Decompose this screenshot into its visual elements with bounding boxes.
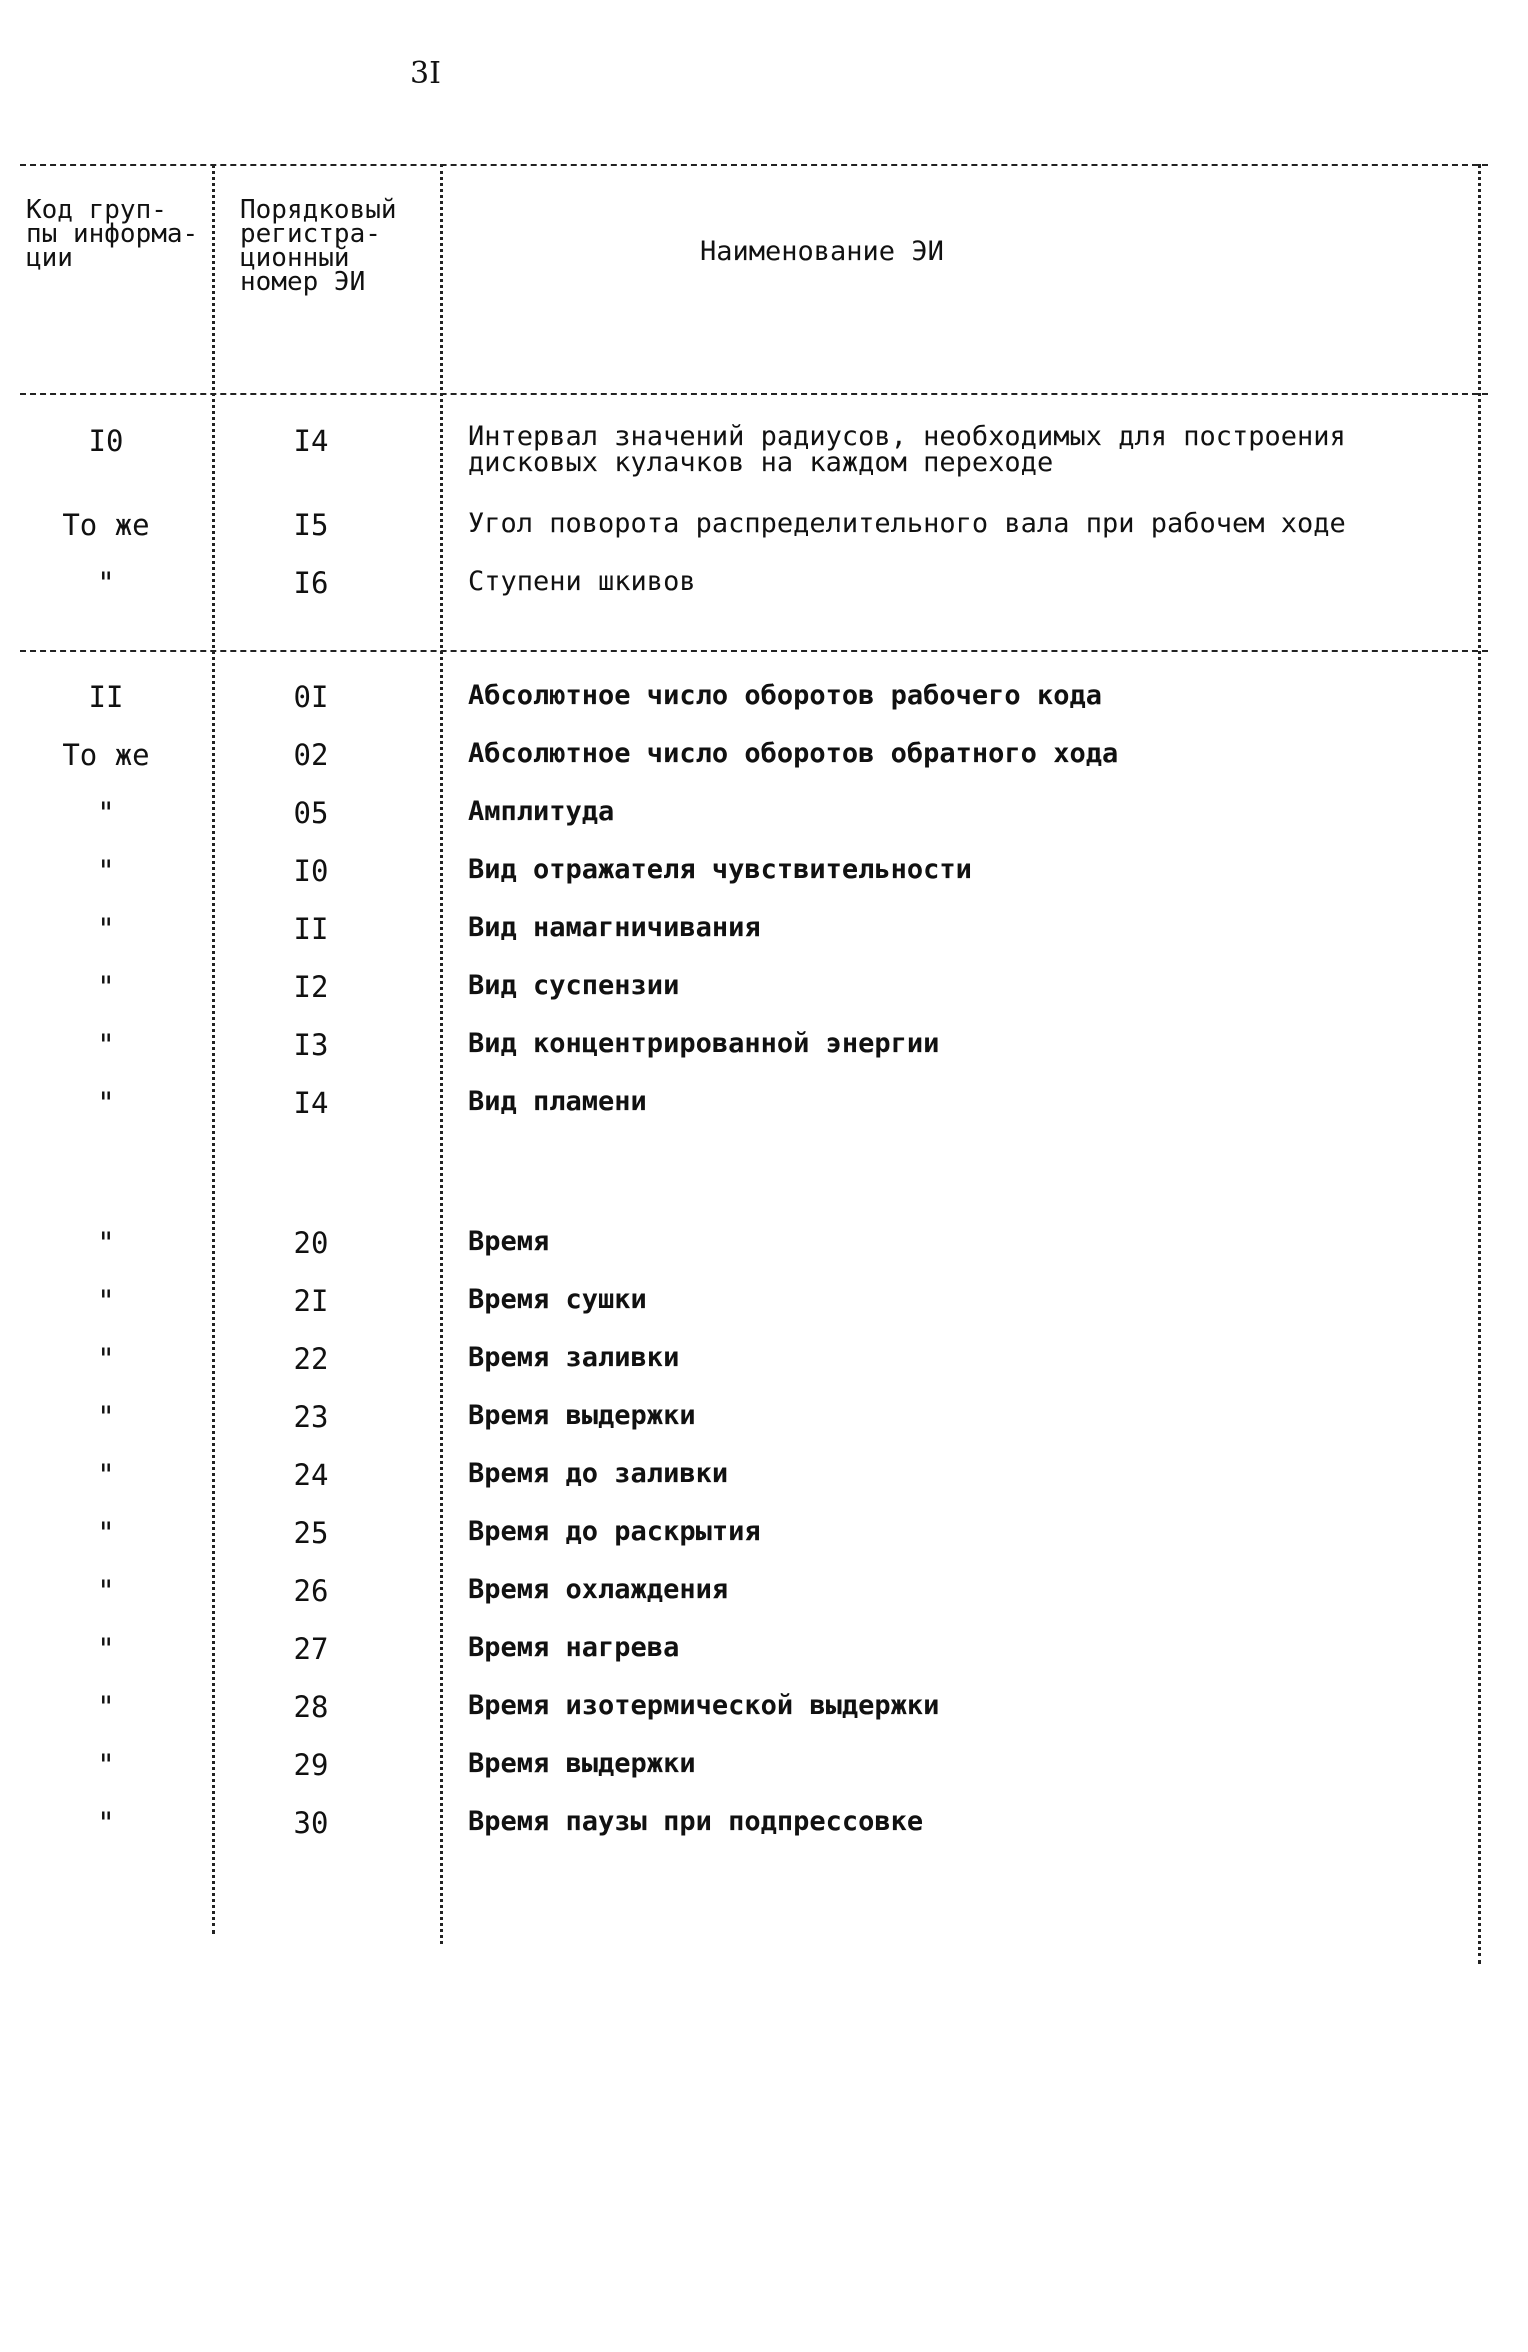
reg-number-cell: 26 [293, 1574, 329, 1608]
table-row [0, 970, 1528, 1018]
name-cell: Время до заливки [468, 1458, 729, 1489]
reg-number-cell: 28 [293, 1690, 329, 1724]
table-row [0, 680, 1528, 728]
group-code-cell: " [97, 1284, 115, 1318]
group-code-cell: То же [62, 508, 150, 542]
block1-bottom-rule [20, 650, 1488, 652]
name-cell: Время паузы при подпрессовке [468, 1806, 924, 1837]
reg-number-cell: 24 [293, 1458, 329, 1492]
header-group-code [26, 195, 206, 273]
reg-number-cell: 02 [293, 738, 329, 772]
group-code-cell: " [97, 854, 115, 888]
group-code-cell: " [97, 1574, 115, 1608]
header-reg-number-line: номер ЭИ [240, 267, 366, 297]
group-code-cell: " [97, 1226, 115, 1260]
reg-number-cell: 29 [293, 1748, 329, 1782]
table-row [0, 508, 1528, 556]
table-row [0, 912, 1528, 960]
group-code-cell: То же [62, 738, 150, 772]
group-code-cell: " [97, 970, 115, 1004]
header-group-code-line: ции [26, 243, 73, 273]
reg-number-cell: I3 [293, 1028, 329, 1062]
table-row [0, 1284, 1528, 1332]
page-number: 3I [410, 56, 441, 91]
reg-number-cell: 2I [293, 1284, 329, 1318]
table-row [0, 1574, 1528, 1622]
group-code-cell: II [88, 680, 124, 714]
group-code-cell: " [97, 1342, 115, 1376]
reg-number-cell: I5 [293, 508, 329, 542]
header-bottom-rule [20, 393, 1488, 395]
name-cell: Время выдержки [468, 1748, 696, 1779]
reg-number-cell: 0I [293, 680, 329, 714]
group-code-cell: " [97, 1028, 115, 1062]
name-cell: Ступени шкивов [468, 566, 696, 597]
header-reg-number-line: регистра- [240, 219, 381, 249]
table-row [0, 1806, 1528, 1854]
name-cell: Время изотермической выдержки [468, 1690, 940, 1721]
name-cell: Время до раскрытия [468, 1516, 761, 1547]
name-cell: Время нагрева [468, 1632, 680, 1663]
name-cell: Время [468, 1226, 550, 1257]
group-code-cell: I0 [88, 424, 124, 458]
table-row [0, 1086, 1528, 1134]
name-cell: Время охлаждения [468, 1574, 729, 1605]
name-cell: Интервал значений радиусов, необходимых для построения дисковых кулачков на каждом переходе [468, 421, 1346, 478]
table-row [0, 854, 1528, 902]
group-code-cell: " [97, 1748, 115, 1782]
group-code-cell: " [97, 1400, 115, 1434]
group-code-cell: " [97, 1516, 115, 1550]
table-row [0, 1342, 1528, 1390]
group-code-cell: " [97, 1690, 115, 1724]
group-code-cell: " [97, 1806, 115, 1840]
table-row [0, 1516, 1528, 1564]
name-cell: Абсолютное число оборотов обратного хода [468, 738, 1119, 769]
table-row [0, 1632, 1528, 1680]
name-cell: Абсолютное число оборотов рабочего кода [468, 680, 1102, 711]
name-cell: Вид отражателя чувствительности [468, 854, 972, 885]
reg-number-cell: I0 [293, 854, 329, 888]
table-row [0, 566, 1528, 614]
reg-number-cell: 22 [293, 1342, 329, 1376]
reg-number-cell: 20 [293, 1226, 329, 1260]
group-code-cell: " [97, 1632, 115, 1666]
reg-number-cell: 27 [293, 1632, 329, 1666]
name-cell: Амплитуда [468, 796, 615, 827]
table-row [0, 1226, 1528, 1274]
table-row [0, 738, 1528, 786]
header-group-code-line: Код груп- [26, 195, 167, 225]
name-cell: Вид концентрированной энергии [468, 1028, 940, 1059]
table-row [0, 1690, 1528, 1738]
reg-number-cell: I4 [293, 1086, 329, 1120]
header-reg-number [240, 195, 430, 297]
reg-number-cell: I6 [293, 566, 329, 600]
name-cell: Время сушки [468, 1284, 647, 1315]
reg-number-cell: II [293, 912, 329, 946]
table-row [0, 1400, 1528, 1448]
reg-number-cell: 30 [293, 1806, 329, 1840]
name-cell: Вид пламени [468, 1086, 647, 1117]
name-cell: Угол поворота распределительного вала при рабочем ходе [468, 508, 1346, 539]
reg-number-cell: I2 [293, 970, 329, 1004]
reg-number-cell: 05 [293, 796, 329, 830]
reg-number-cell: 25 [293, 1516, 329, 1550]
name-cell: Вид суспензии [468, 970, 680, 1001]
header-name: Наименование ЭИ [700, 236, 944, 267]
reg-number-cell: I4 [293, 424, 329, 458]
table-row [0, 796, 1528, 844]
name-cell: Время выдержки [468, 1400, 696, 1431]
group-code-cell: " [97, 912, 115, 946]
table-row [0, 1028, 1528, 1076]
reg-number-cell: 23 [293, 1400, 329, 1434]
table-row [0, 1748, 1528, 1796]
group-code-cell: " [97, 796, 115, 830]
header-group-code-line: пы информа- [26, 219, 199, 249]
group-code-cell: " [97, 1458, 115, 1492]
header-reg-number-line: Порядковый [240, 195, 397, 225]
name-cell: Вид намагничивания [468, 912, 761, 943]
name-cell: Время заливки [468, 1342, 680, 1373]
header-reg-number-line: ционный [240, 243, 350, 273]
group-code-cell: " [97, 566, 115, 600]
table-row [0, 421, 1528, 494]
table-top-rule [20, 164, 1488, 166]
group-code-cell: " [97, 1086, 115, 1120]
table-row [0, 1458, 1528, 1506]
